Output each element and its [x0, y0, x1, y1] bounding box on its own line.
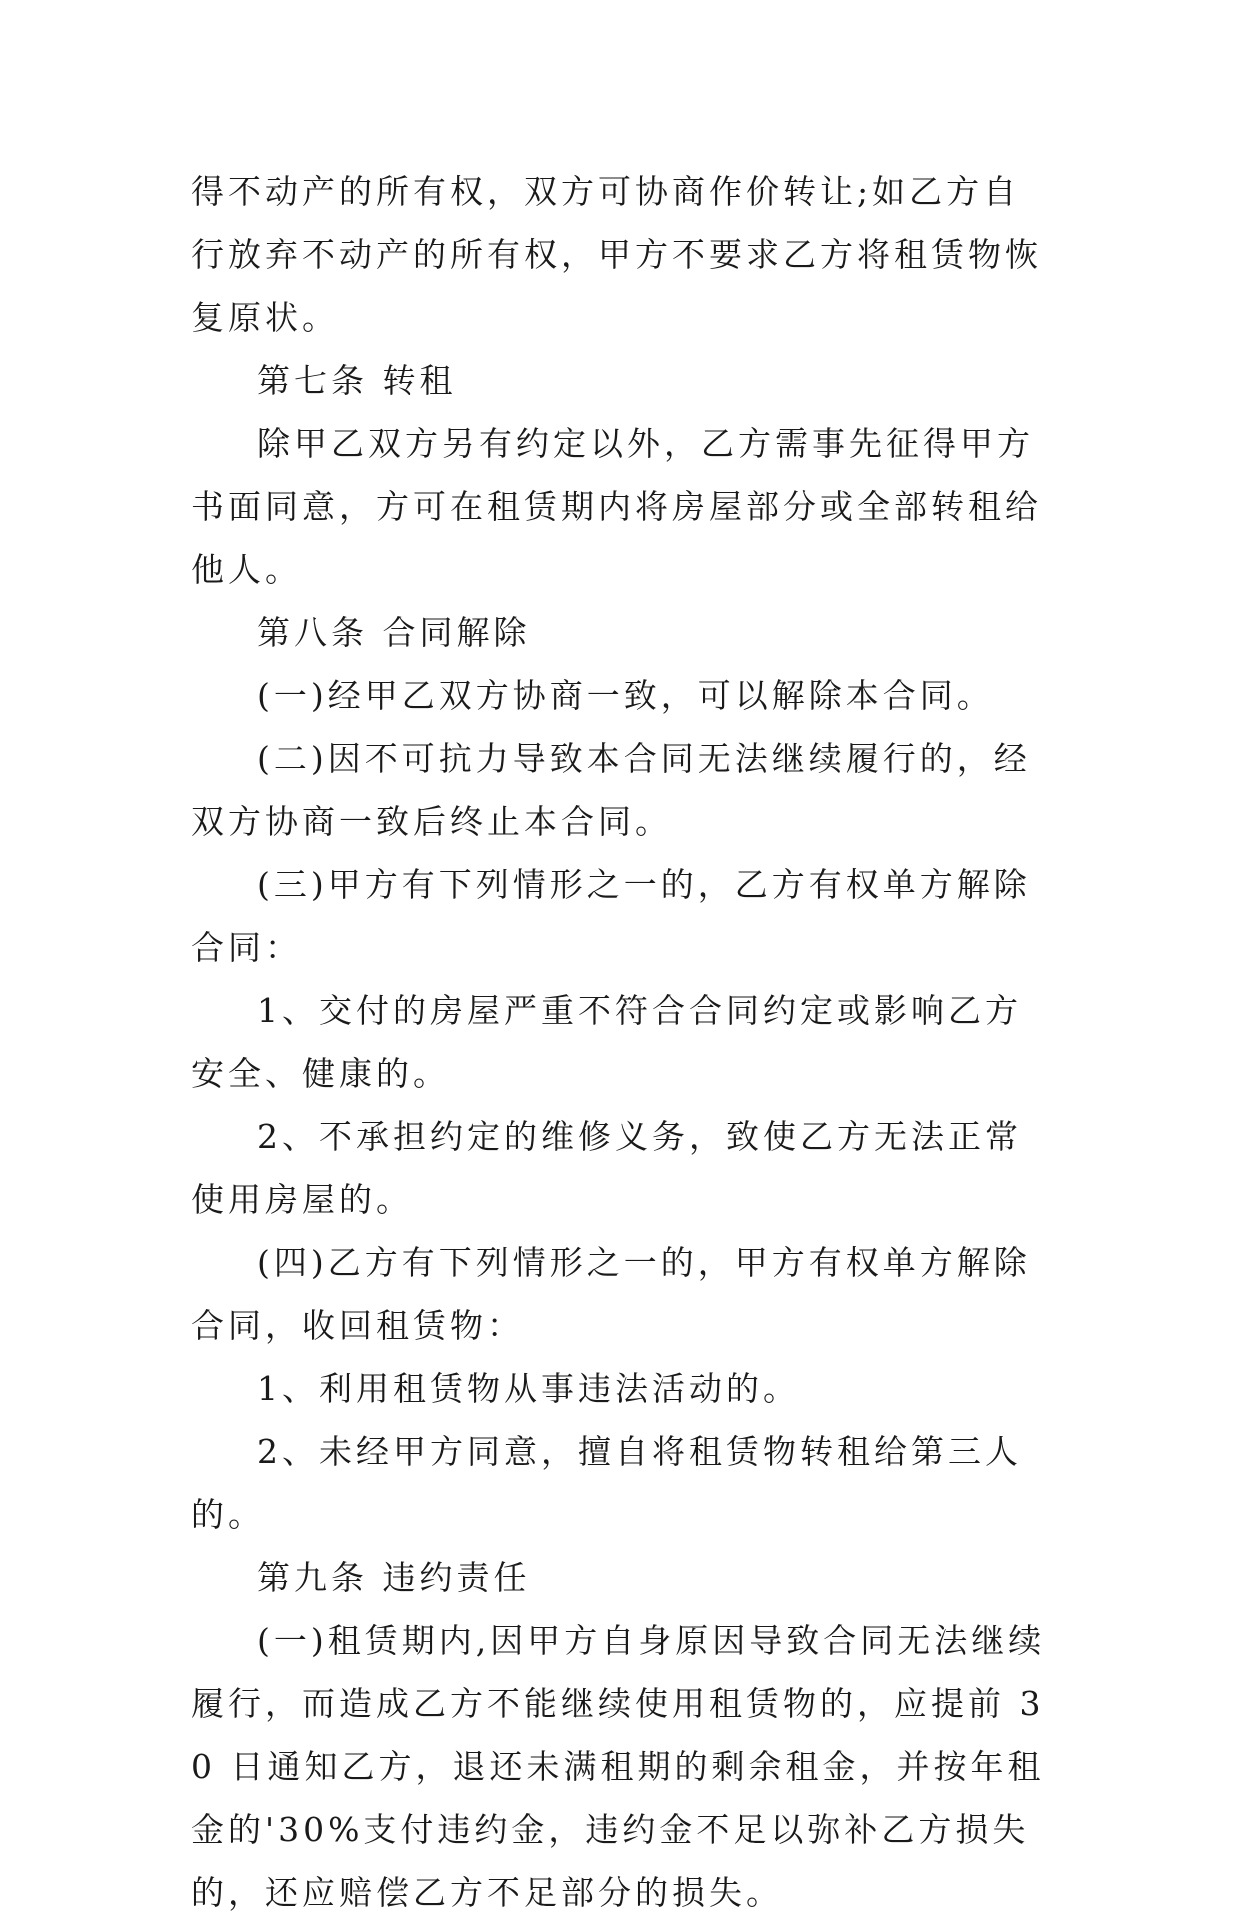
article-heading: 第九条 违约责任 [257, 1558, 531, 1597]
list-item: 2、不承担约定的维修义务，致使乙方无法正常使用房屋的。 [191, 1117, 1022, 1219]
paragraph-continuation: 得不动产的所有权，双方可协商作价转让;如乙方自行放弃不动产的所有权，甲方不要求乙方将租赁物恢复原状。 [191, 172, 1042, 337]
paragraph: (四)乙方有下列情形之一的，甲方有权单方解除合同，收回租赁物： [191, 1243, 1031, 1345]
paragraph: (三)甲方有下列情形之一的，乙方有权单方解除合同： [191, 865, 1031, 967]
list-item: 1、交付的房屋严重不符合合同约定或影响乙方安全、健康的。 [191, 991, 1022, 1093]
paragraph: (一)租赁期内,因甲方自身原因导致合同无法继续履行，而造成乙方不能继续使用租赁物的，应提前 30 日通知乙方，退还未满租期的剩余租金，并按年租金的'30%支付违约金，违约金不足以弥补乙方损失的，还应赔偿乙方不足部分的损失。 [191, 1621, 1046, 1912]
paragraph: 除甲乙双方另有约定以外，乙方需事先征得甲方书面同意，方可在租赁期内将房屋部分或全部转租给他人。 [191, 424, 1042, 589]
list-item: 2、未经甲方同意，擅自将租赁物转租给第三人的。 [191, 1432, 1022, 1534]
paragraph: (二)因不可抗力导致本合同无法继续履行的，经双方协商一致后终止本合同。 [191, 739, 1031, 841]
document-body [191, 160, 1051, 1924]
list-item: 1、利用租赁物从事违法活动的。 [257, 1369, 800, 1408]
paragraph: (一)经甲乙双方协商一致，可以解除本合同。 [257, 676, 994, 715]
article-heading: 第八条 合同解除 [257, 613, 531, 652]
article-heading: 第七条 转租 [257, 361, 457, 400]
